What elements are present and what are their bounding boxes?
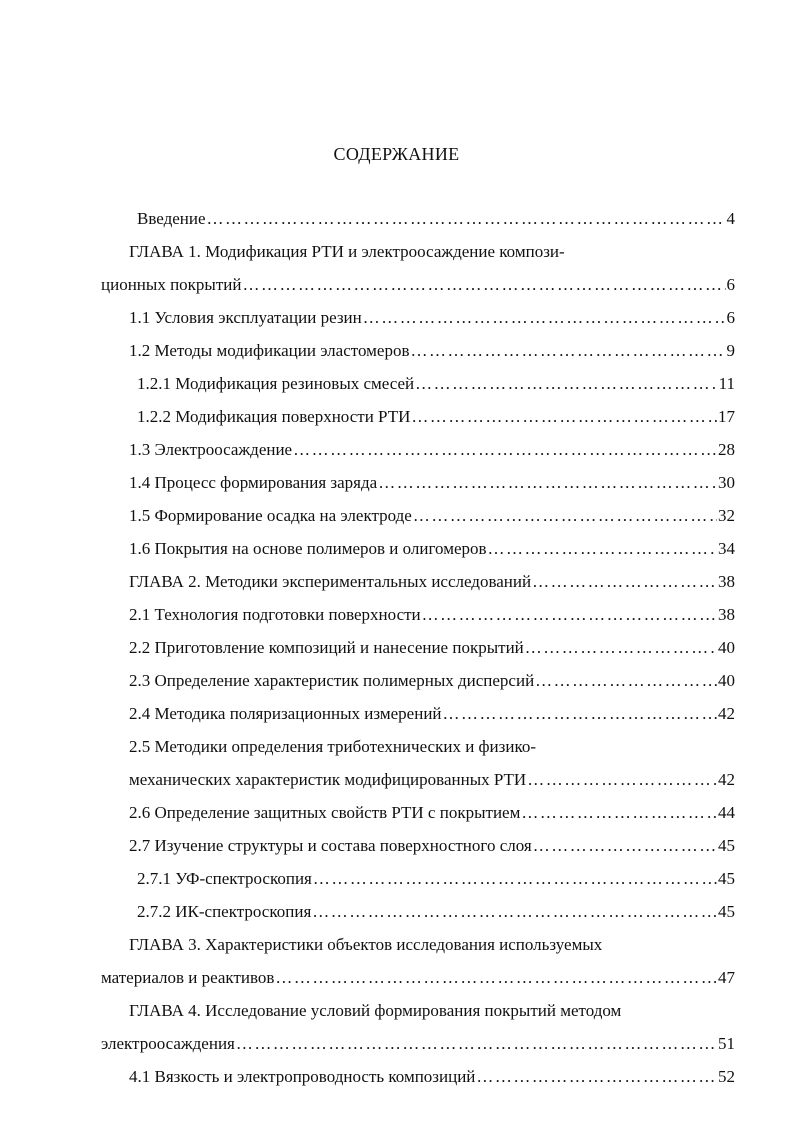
toc-leader-dots (488, 538, 717, 560)
toc-entry-label: 1.1 Условия эксплуатации резин (129, 308, 362, 327)
toc-leader-dots (236, 1033, 717, 1055)
toc-entry-page: 42 (718, 704, 735, 723)
toc-leader-dots (413, 505, 717, 527)
toc-leader-dots (242, 274, 725, 296)
toc-entry-page: 47 (718, 968, 735, 987)
toc-entry-label: 1.2 Методы модификации эластомеров (129, 341, 410, 360)
toc-entry (129, 505, 735, 527)
toc-leader-dots (207, 208, 726, 230)
toc-entry-page: 9 (726, 341, 735, 360)
toc-entry-page: 40 (718, 638, 735, 657)
toc-entry (129, 439, 735, 461)
toc-entry-label: 1.2.1 Модификация резиновых смесей (137, 374, 415, 393)
toc-entry-page: 40 (718, 671, 735, 690)
toc-entry (129, 835, 735, 857)
toc-entry (129, 769, 735, 791)
toc-entry-label: 1.6 Покрытия на основе полимеров и олигомеров (129, 539, 487, 558)
toc-entry (129, 736, 536, 758)
toc-entry-page: 42 (718, 770, 735, 789)
toc-entry-label: 1.5 Формирование осадка на электроде (129, 506, 412, 525)
toc-entry (129, 934, 602, 956)
toc-entry-page: 45 (718, 836, 735, 855)
toc-leader-dots (443, 703, 717, 725)
toc-entry-label: Введение (137, 209, 206, 228)
toc-entry (137, 208, 735, 230)
toc-entry-label: 2.3 Определение характеристик полимерных дисперсий (129, 671, 535, 690)
toc-leader-dots (293, 439, 717, 461)
toc-entry (101, 967, 735, 989)
toc-entry-page: 11 (718, 374, 735, 393)
toc-leader-dots (527, 769, 717, 791)
toc-leader-dots (422, 604, 717, 626)
toc-entry-label: 4.1 Вязкость и электропроводность композиций (129, 1067, 476, 1086)
toc-entry (129, 307, 735, 329)
toc-entry (129, 472, 735, 494)
toc-entry-page: 38 (718, 605, 735, 624)
toc-entry-page: 45 (718, 902, 735, 921)
toc-entry-label: ционных покрытий (101, 275, 242, 294)
toc-entry-label: 2.6 Определение защитных свойств РТИ с покрытием (129, 803, 521, 822)
toc-leader-dots (535, 670, 717, 692)
toc-entry (137, 406, 735, 428)
toc-entry (137, 373, 735, 395)
toc-entry (129, 340, 735, 362)
toc-entry-page: 52 (718, 1067, 735, 1086)
toc-entry-label: ГЛАВА 4. Исследование условий формирования покрытий методом (129, 1001, 622, 1020)
toc-leader-dots (275, 967, 717, 989)
toc-entry-label: ГЛАВА 1. Модификация РТИ и электроосаждение компози- (129, 242, 565, 261)
toc-leader-dots (312, 901, 717, 923)
toc-entry (129, 1066, 735, 1088)
toc-entry (101, 274, 735, 296)
toc-entry (129, 538, 735, 560)
toc-entry-label: 2.4 Методика поляризационных измерений (129, 704, 442, 723)
toc-entry-label: 1.3 Электроосаждение (129, 440, 293, 459)
toc-entry-page: 32 (718, 506, 735, 525)
toc-entry (129, 802, 735, 824)
toc-entry (129, 241, 565, 263)
toc-entry (129, 571, 735, 593)
toc-entry-page: 6 (726, 275, 735, 294)
toc-entry (129, 670, 735, 692)
toc-entry-label: 1.2.2 Модификация поверхности РТИ (137, 407, 411, 426)
toc-entry-page: 34 (718, 539, 735, 558)
toc-entry (101, 1033, 735, 1055)
toc-leader-dots (476, 1066, 717, 1088)
toc-entry-page: 38 (718, 572, 735, 591)
toc-entry (129, 1000, 621, 1022)
toc-leader-dots (363, 307, 726, 329)
toc-leader-dots (525, 637, 717, 659)
toc-entry-page: 6 (726, 308, 735, 327)
toc-leader-dots (410, 340, 725, 362)
toc-entry-page: 17 (718, 407, 735, 426)
toc-entry-label: 2.1 Технология подготовки поверхности (129, 605, 421, 624)
toc-entry-label: ГЛАВА 3. Характеристики объектов исследования используемых (129, 935, 603, 954)
toc-leader-dots (532, 571, 717, 593)
toc-entry-label: электроосаждения (101, 1034, 235, 1053)
toc-leader-dots (521, 802, 717, 824)
toc-entry-label: 2.7 Изучение структуры и состава поверхностного слоя (129, 836, 532, 855)
toc-entry-page: 45 (718, 869, 735, 888)
toc-entry-label: ГЛАВА 2. Методики экспериментальных исследований (129, 572, 532, 591)
toc-entry-label: 2.7.1 УФ-спектроскопия (137, 869, 312, 888)
toc-entry-label: 2.5 Методики определения триботехнических и физико- (129, 737, 537, 756)
toc-entry (129, 604, 735, 626)
toc-entry-label: механических характеристик модифицированных РТИ (129, 770, 527, 789)
toc-entry-label: 1.4 Процесс формирования заряда (129, 473, 378, 492)
toc-entry (137, 868, 735, 890)
toc-entry-label: 2.2 Приготовление композиций и нанесение покрытий (129, 638, 524, 657)
toc-entry-label: материалов и реактивов (101, 968, 275, 987)
toc-entry (129, 703, 735, 725)
toc-entry-page: 44 (718, 803, 735, 822)
toc-leader-dots (378, 472, 717, 494)
toc-leader-dots (313, 868, 717, 890)
toc-entry-page: 51 (718, 1034, 735, 1053)
toc-leader-dots (533, 835, 717, 857)
toc-leader-dots (415, 373, 717, 395)
toc-entry (129, 637, 735, 659)
toc-entry (137, 901, 735, 923)
toc-entry-page: 30 (718, 473, 735, 492)
page-title: СОДЕРЖАНИЕ (333, 144, 460, 164)
toc-entry-label: 2.7.2 ИК-спектроскопия (137, 902, 312, 921)
toc-leader-dots (411, 406, 717, 428)
toc-entry-page: 4 (726, 209, 735, 228)
toc-entry-page: 28 (718, 440, 735, 459)
